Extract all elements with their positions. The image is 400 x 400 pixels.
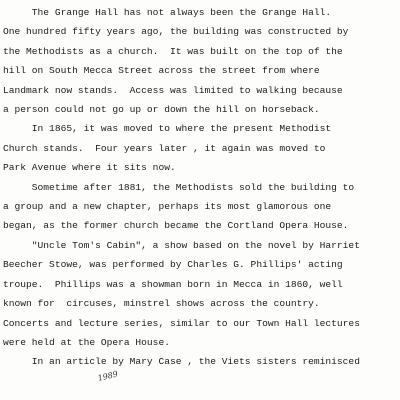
- paragraph-2: [3, 119, 397, 177]
- text-line: The Grange Hall has not always been the Grange Hall.: [3, 7, 332, 18]
- paragraph-5: [3, 352, 397, 371]
- text-line: In 1865, it was moved to where the present Methodist: [3, 123, 332, 135]
- text-line: Church stands. Four years later , it again was moved to: [3, 142, 326, 154]
- handwritten-year-note: 1989: [96, 369, 119, 383]
- text-line: One hundred fifty years ago, the building was constructed by: [3, 26, 349, 38]
- text-line: Sometime after 1881, the Methodists sold the building to: [3, 181, 355, 193]
- paragraph-1: [3, 3, 397, 119]
- text-line: troupe. Phillips was a showman born in Mecca in 1860, well: [3, 278, 343, 290]
- text-line: hill on South Mecca Street across the street from where: [3, 65, 320, 77]
- text-line: began, as the former church became the Cortland Opera House.: [3, 220, 349, 232]
- paragraph-3: [3, 178, 397, 236]
- typewritten-text: [3, 3, 397, 372]
- text-line: Park Avenue where it sits now.: [3, 162, 176, 174]
- text-line: Landmark now stands. Access was limited to walking because: [3, 84, 343, 96]
- text-line: In an article by Mary Case , the Viets sisters reminisced: [3, 356, 360, 368]
- text-line: Concerts and lecture series, similar to our Town Hall lectures: [3, 317, 360, 329]
- text-line: a group and a new chapter, perhaps its most glamorous one: [3, 201, 332, 213]
- text-line: a person could not go up or down the hill on horseback.: [3, 104, 320, 116]
- text-line: "Uncle Tom's Cabin", a show based on the novel by Harriet: [3, 239, 360, 251]
- paragraph-4: [3, 236, 397, 352]
- text-line: were held at the Opera House.: [3, 336, 170, 348]
- text-line: known for circuses, minstrel shows across the country.: [3, 298, 320, 310]
- text-line: Beecher Stowe, was performed by Charles G. Phillips' acting: [3, 259, 343, 271]
- text-line: the Methodists as a church. It was built on the top of the: [3, 45, 343, 57]
